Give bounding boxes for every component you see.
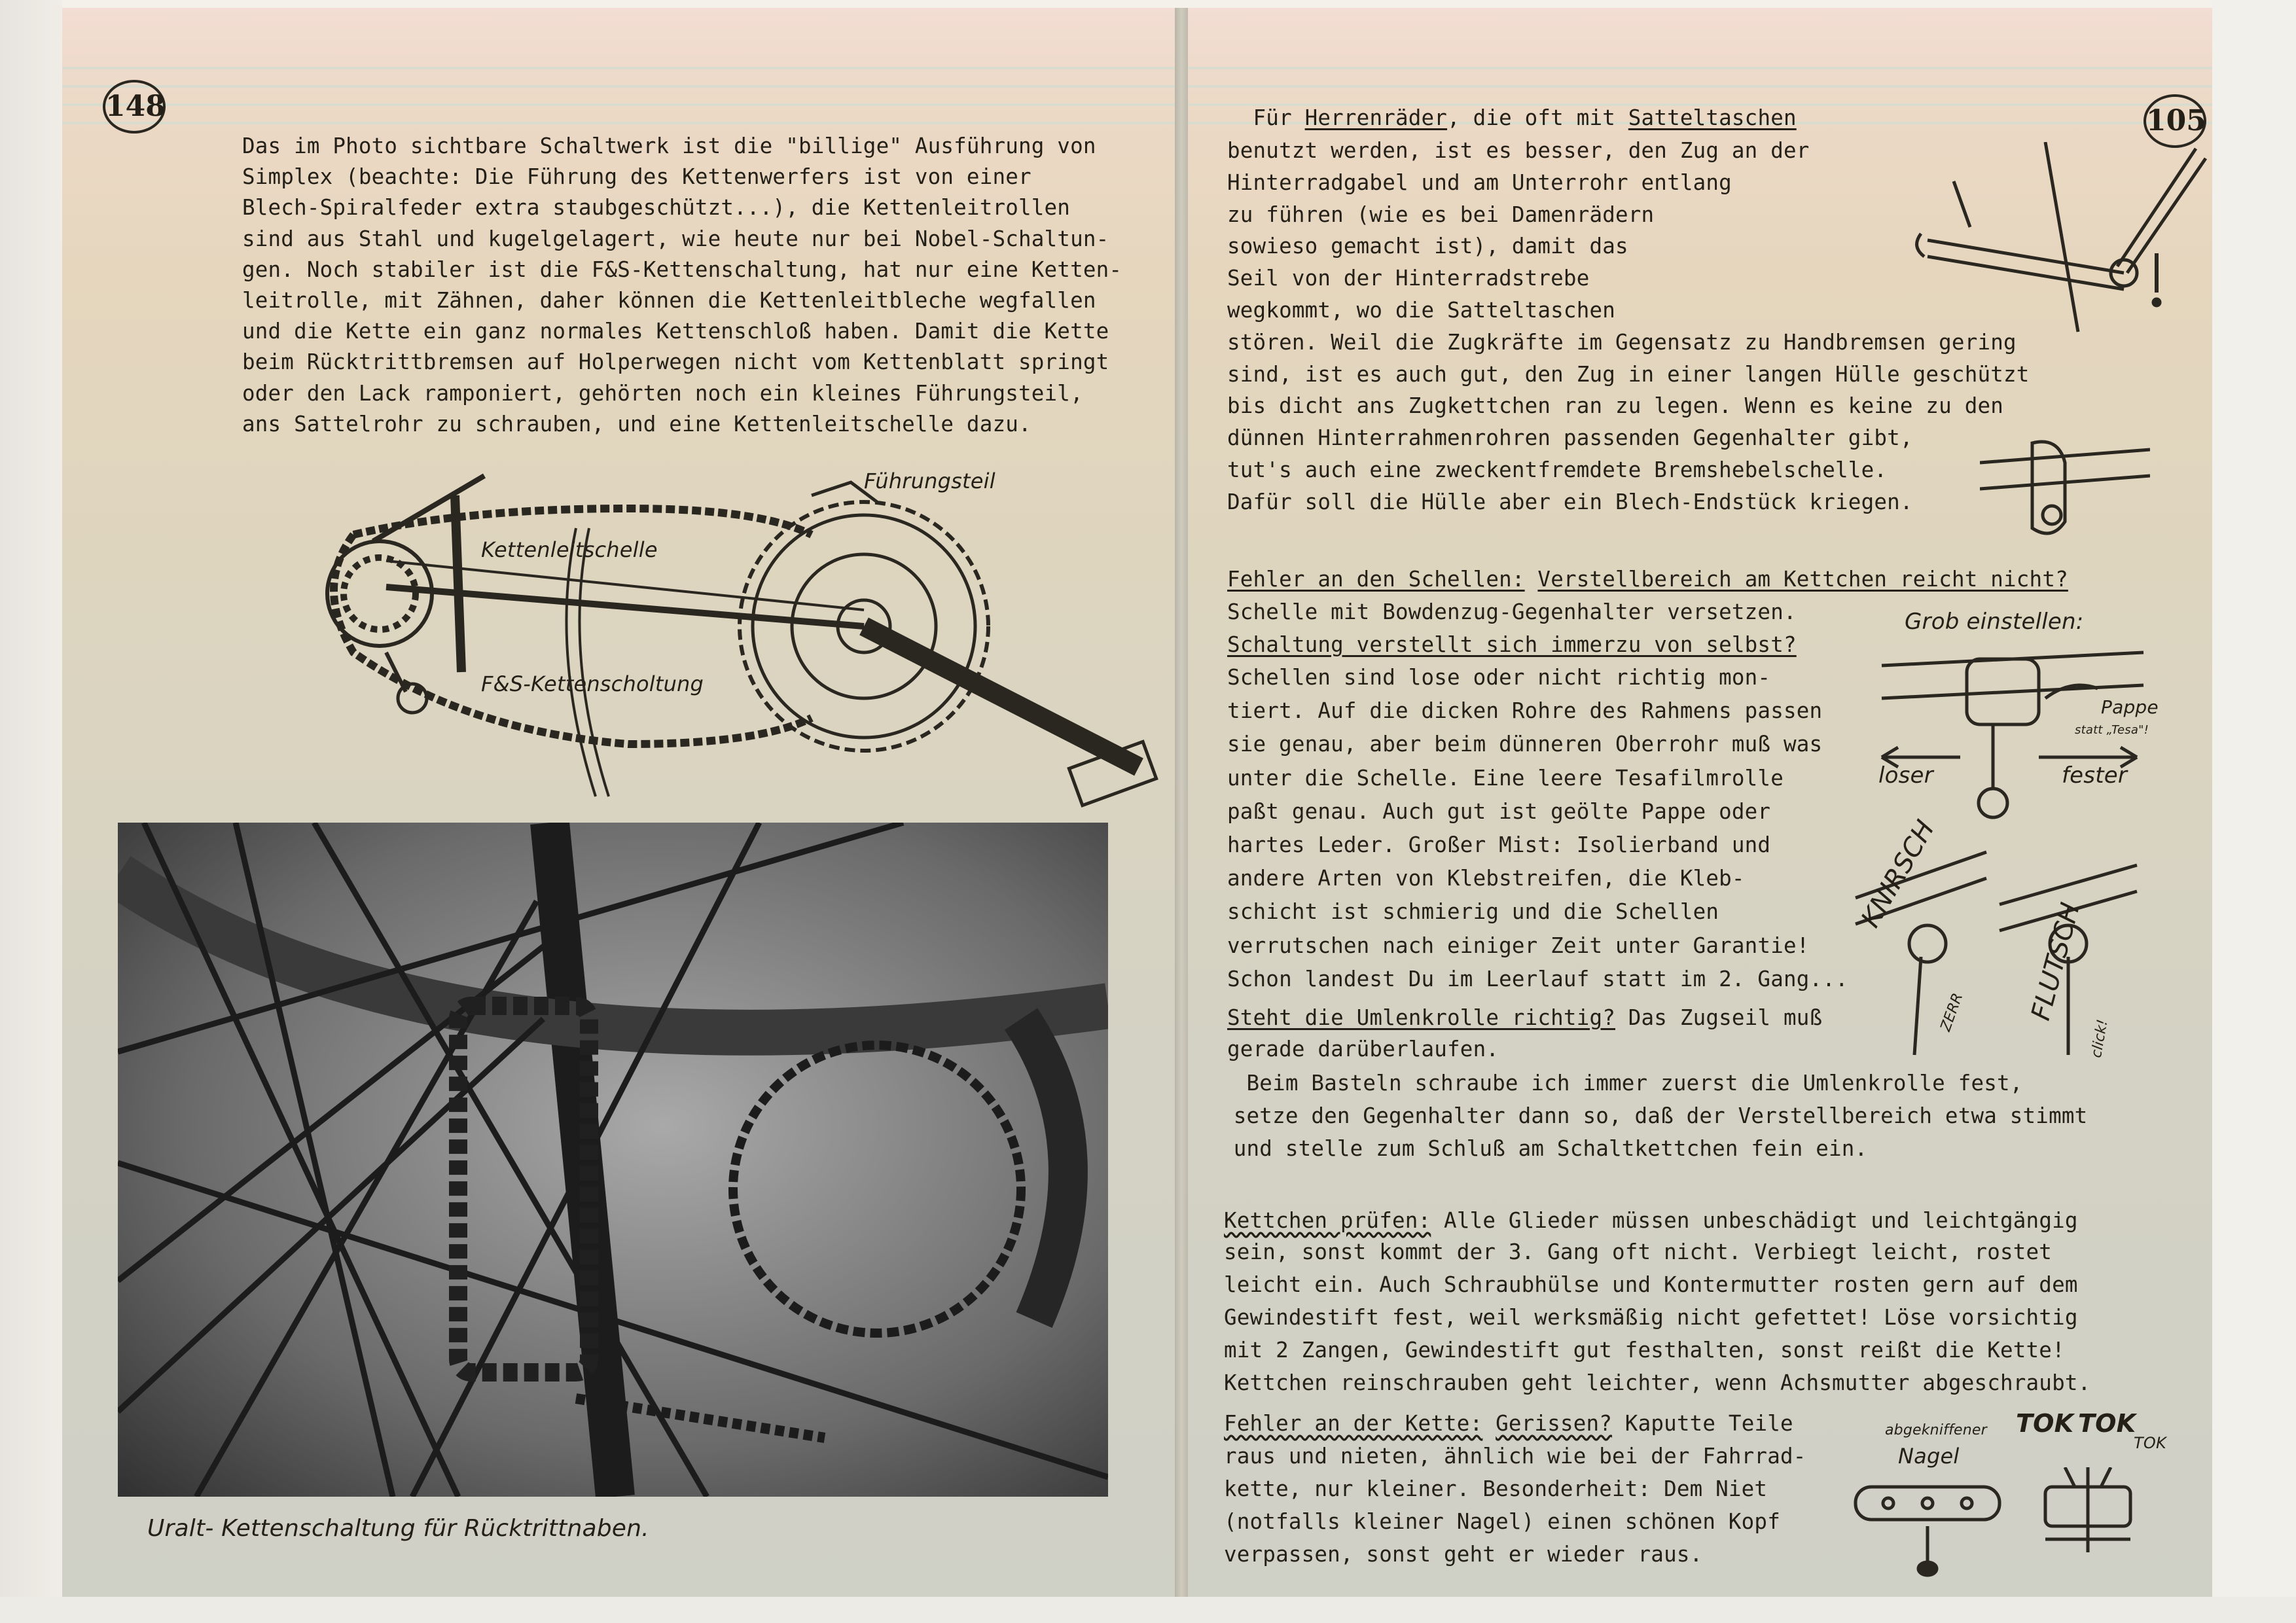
schellen-line: tiert. Auf die dicken Rohre des Rahmens passen [1227,698,1823,724]
intro-line: tut's auch eine zweckentfremdete Bremshebelschelle. [1227,457,1888,482]
intro-line: sowieso gemacht ist), damit das [1227,234,1628,259]
question-umlenkrolle: Steht die Umlenkrolle richtig? [1227,1005,1615,1030]
kette-line: (notfalls kleiner Nagel) einen schönen Kopf [1224,1509,1780,1534]
label-grob-einstellen: Grob einstellen: [1905,609,2084,635]
label-zerr: ZERR [1937,991,1967,1034]
label-flutsch: FLUTSCH [2026,899,2087,1024]
label-click: click! [2088,1018,2111,1060]
schellen-line: Schellen sind lose oder nicht richtig mon- [1227,665,1771,690]
satteltaschen-term: Satteltaschen [1628,105,1797,130]
label-loser: loser [1878,762,1933,789]
page-number-left: 148 [103,80,166,134]
basteln-line: setze den Gegenhalter dann so, daß der Verstellbereich etwa stimmt [1221,1103,2088,1128]
heading-schellen: Fehler an den Schellen: [1227,567,1525,592]
intro-line: Seil von der Hinterradstrebe [1227,266,1590,291]
umlenk-line: Steht die Umlenkrolle richtig? Das Zugseil muß [1227,1005,1823,1030]
label-fs-kettenschaltung: F&S-Kettenscholtung [481,671,704,696]
kettchen-line: Kettchen reinschrauben geht leichter, wenn Achsmutter abgeschraubt. [1224,1370,2091,1395]
chain-drawing [301,456,1172,810]
schellen-line: verrutschen nach einiger Zeit unter Garantie! [1227,933,1810,958]
schellen-heading-line [1227,564,2068,595]
paragraph-line: sind aus Stahl und kugelgelagert, wie heute nur bei Nobel-Schaltun- [242,226,1109,251]
label-nagel: Nagel [1898,1444,1960,1469]
label-tok-3: TOK [2134,1434,2166,1452]
kettchen-line: sein, sonst kommt der 3. Gang oft nicht. Verbiegt leicht, rostet [1224,1240,2053,1264]
kette-line: raus und nieten, ähnlich wie bei der Fahrrad- [1224,1444,1806,1469]
label-tok-2: TOK [2078,1409,2136,1438]
clamp-sketch [1980,437,2150,548]
rivet-sketch [1849,1467,2144,1585]
label-fuehrungsteil: Führungsteil [864,469,996,493]
kette-line: verpassen, sonst geht er wieder raus. [1224,1542,1703,1567]
kettchen-line: mit 2 Zangen, Gewindestift gut festhalten, sonst reißt die Kette! [1224,1338,2065,1363]
label-pappe: Pappe [2101,696,2159,718]
gutter [1175,8,1188,1598]
paragraph-line: gen. Noch stabiler ist die F&S-Kettenschaltung, hat nur eine Ketten- [242,257,1122,282]
paragraph-line: und die Kette ein ganz normales Kettenschloß haben. Damit die Kette [242,319,1109,344]
kettchen-line: Gewindestift fest, weil werksmäßig nicht gefettet! Löse vorsichtig [1224,1305,2078,1330]
paragraph-line: leitrolle, mit Zähnen, daher können die Kettenleitbleche wegfallen [242,288,1096,313]
paragraph-line: Das im Photo sichtbare Schaltwerk ist die "billige" Ausführung von [242,134,1096,158]
intro-line: dünnen Hinterrahmenrohren passenden Gegenhalter gibt, [1227,425,1913,451]
scan-edge-right [2212,0,2296,1623]
schellen-line: Schon landest Du im Leerlauf statt im 2. Gang... [1227,966,1848,991]
kette-heading-line: Fehler an der Kette: Gerissen? Kaputte Teile [1224,1411,1793,1436]
paragraph-line: beim Rücktrittbremsen auf Holperwegen nicht vom Kettenblatt springt [242,349,1109,375]
umlenk-line-2: gerade darüberlaufen. [1227,1037,1499,1061]
right-page [1188,8,2212,1598]
scan-edge-bottom [0,1597,2296,1623]
schelle-line: Schelle mit Bowdenzug-Gegenhalter versetzen. [1227,599,1797,624]
label-tok-1: TOK [2016,1409,2074,1438]
intro-line: Hinterradgabel und am Unterrohr entlang [1227,169,1732,195]
left-page [62,8,1175,1598]
label-knirsch: KNIRSCH [1856,815,1941,933]
schellen-line: andere Arten von Klebstreifen, die Kleb- [1227,866,1745,891]
bicycle-photo [118,823,1108,1497]
intro-line: sind, ist es auch gut, den Zug in einer langen Hülle geschützt [1227,361,2030,387]
schellen-line: unter die Schelle. Eine leere Tesafilmrolle [1227,765,1784,791]
schellen-line: sie genau, aber beim dünneren Oberrohr muß was [1227,732,1823,757]
intro-line: benutzt werden, ist es besser, den Zug an der [1227,138,1810,163]
scan-edge-left [0,0,62,1623]
intro-line: stören. Weil die Zugkräfte im Gegensatz zu Handbremsen gering [1227,329,2017,355]
intro-line: bis dicht ans Zugkettchen ran zu legen. Wenn es keine zu den [1227,393,2003,419]
label-statt-tesa: statt „Tesa"! [2075,723,2149,737]
paragraph-line: ans Sattelrohr zu schrauben, und eine Kettenleitschelle dazu. [242,411,1031,437]
label-fester: fester [2062,762,2128,789]
kette-line: kette, nur kleiner. Besonderheit: Dem Niet [1224,1476,1768,1501]
basteln-line: und stelle zum Schluß am Schaltkettchen fein ein. [1221,1136,1868,1161]
question-verstellbereich: Verstellbereich am Kettchen reicht nicht? [1537,567,2068,592]
heading-kettchen: Kettchen prüfen: [1224,1208,1431,1233]
question-gerissen: Gerissen? [1496,1411,1613,1436]
herrenraeder-term: Herrenräder [1304,105,1448,130]
paragraph-line: Simplex (beachte: Die Führung des Kettenwerfers ist von einer [242,164,1031,190]
label-kettenleitschelle: Kettenleitschelle [481,537,658,562]
schellen-line: schicht ist schmierig und die Schellen [1227,899,1719,925]
paragraph-line: oder den Lack ramponiert, gehörten noch ein kleines Führungsteil, [242,380,1083,406]
label-abgekniffener: abgekniffener [1885,1422,1987,1438]
schellen-line: paßt genau. Auch gut ist geölte Pappe oder [1227,798,1771,824]
cable-routing-sketch [1908,142,2209,338]
intro-line: Dafür soll die Hülle aber ein Blech-Endstück kriegen. [1227,489,1913,514]
intro-line: zu führen (wie es bei Damenrädern [1227,202,1655,227]
heading-kette: Fehler an der Kette: [1224,1411,1483,1436]
photo-caption: Uralt- Kettenschaltung für Rücktrittnaben. [147,1515,649,1542]
intro-first-line: Für Herrenräder, die oft mit Satteltaschen [1227,105,1797,130]
kettchen-first-line: Kettchen prüfen: Alle Glieder müssen unbeschädigt und leichtgängig [1224,1208,2078,1233]
intro-line: wegkommt, wo die Satteltaschen [1227,298,1615,323]
schellen-line: hartes Leder. Großer Mist: Isolierband und [1227,832,1771,857]
kettchen-line: leicht ein. Auch Schraubhülse und Kontermutter rosten gern auf dem [1224,1272,2078,1297]
paragraph-line: Blech-Spiralfeder extra staubgeschützt...), die Kettenleitrollen [242,195,1071,221]
page-number-right: 105 [2144,94,2206,148]
question-schaltung: Schaltung verstellt sich immerzu von selbst? [1227,632,1797,657]
basteln-line: Beim Basteln schraube ich immer zuerst die Umlenkrolle fest, [1221,1071,2023,1096]
